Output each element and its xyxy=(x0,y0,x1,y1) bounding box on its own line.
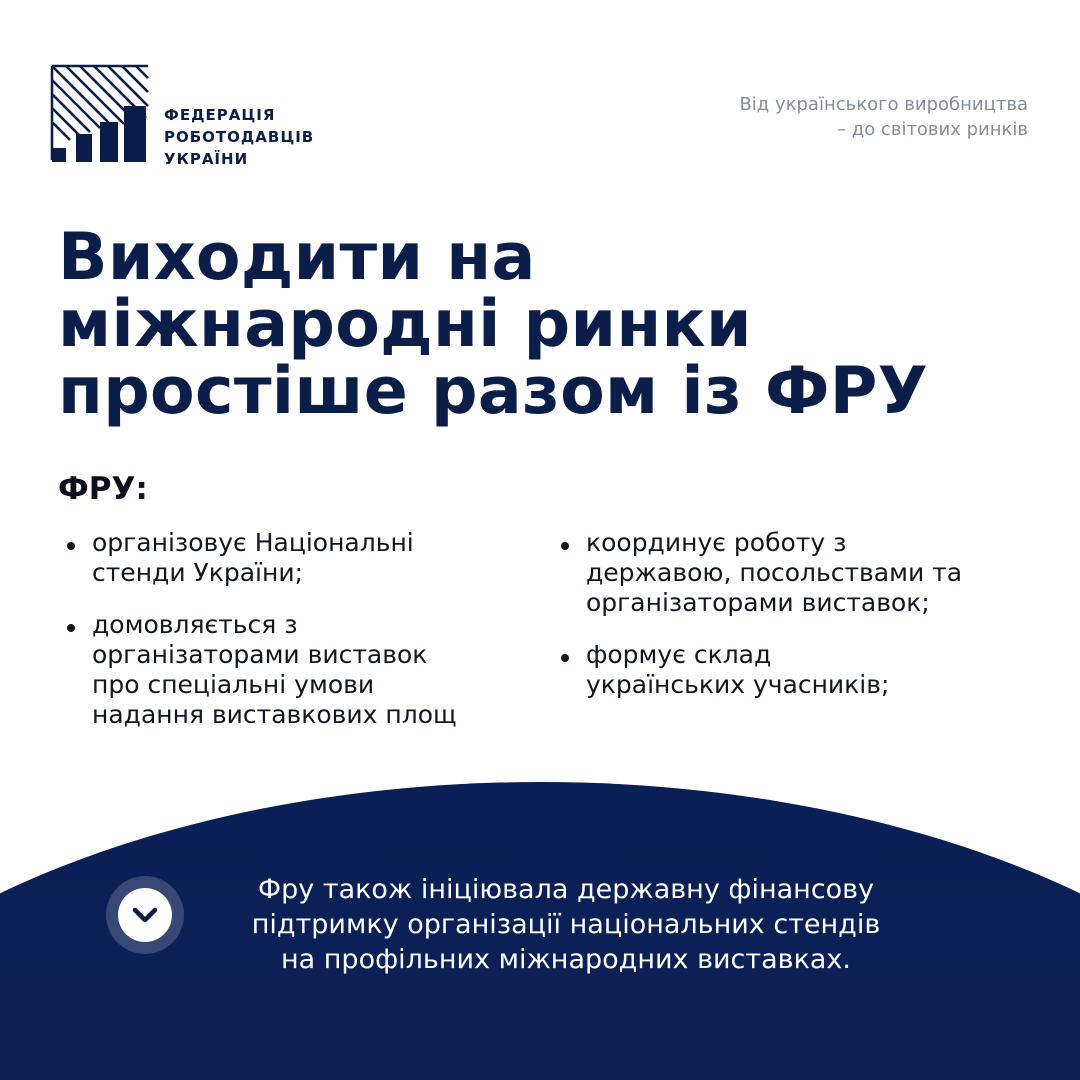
bullet-text: українських учасників; xyxy=(586,670,890,699)
tagline-line: – до світових ринків xyxy=(837,119,1028,140)
banner-text-line: Фру також ініціювала державну фінансову xyxy=(257,874,875,905)
tagline xyxy=(608,92,1028,142)
bullet-text: державою, посольствами та xyxy=(586,558,963,587)
org-name-line: РОБОТОДАВЦІВ xyxy=(164,128,315,146)
chevron-down-icon xyxy=(106,876,184,954)
bullet-list-right xyxy=(556,528,1056,722)
bullet-text: надання виставкових площ xyxy=(92,700,457,729)
org-name-line: УКРАЇНИ xyxy=(164,150,249,168)
org-name xyxy=(164,104,384,170)
bullet-text: стенди України; xyxy=(92,558,303,587)
headline xyxy=(58,220,1038,429)
banner-text xyxy=(196,872,936,977)
banner-text-line: на профільних міжнародних виставках. xyxy=(281,944,851,975)
striped-bars-logo-icon xyxy=(50,64,150,164)
tagline-line: Від українського виробництва xyxy=(739,94,1028,115)
headline-line: міжнародні ринки xyxy=(58,287,752,362)
bullet-text: формує склад xyxy=(586,640,772,669)
org-name-line: ФЕДЕРАЦІЯ xyxy=(164,106,276,124)
bullet-text: координує роботу з xyxy=(586,528,847,557)
bullet-text: домовляється з xyxy=(92,610,298,639)
banner-text-line: підтримку організації національних стендів xyxy=(251,909,881,940)
headline-line: простіше разом із ФРУ xyxy=(58,354,929,429)
chevron-circle xyxy=(118,888,172,942)
chevron-down-glyph xyxy=(132,904,158,926)
bullet-text: про спеціальні умови xyxy=(92,670,375,699)
list-item xyxy=(62,610,532,730)
list-item xyxy=(556,528,1056,618)
bullet-text: організаторами виставок; xyxy=(586,588,930,617)
headline-line: Виходити на xyxy=(58,220,536,295)
section-heading: ФРУ: xyxy=(58,471,148,507)
list-item xyxy=(62,528,532,588)
bullet-text: організовує Національні xyxy=(92,528,414,557)
bullet-list-left xyxy=(62,528,532,752)
list-item xyxy=(556,640,1056,700)
bullet-text: організаторами виставок xyxy=(92,640,428,669)
